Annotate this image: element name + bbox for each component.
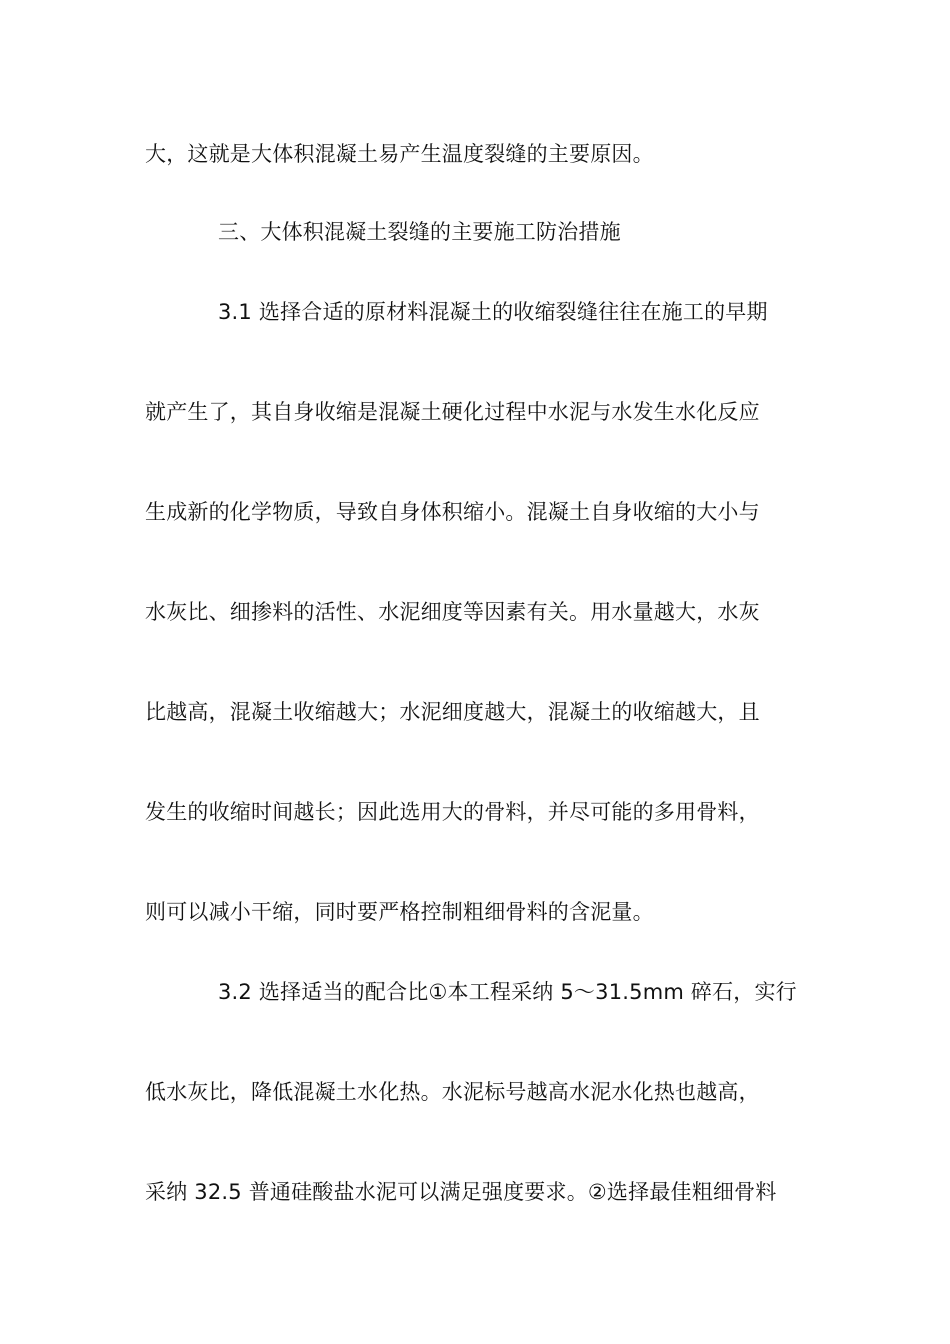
text-line: 就产生了，其自身收缩是混凝土硬化过程中水泥与水发生水化反应 [145,400,760,424]
paragraph-heading-3-2: 3.2 选择适当的配合比①本工程采纳 5～31.5mm 碎石，实行 [218,980,797,1004]
section-heading: 三、大体积混凝土裂缝的主要施工防治措施 [218,220,621,244]
text-line: 低水灰比，降低混凝土水化热。水泥标号越高水泥水化热也越高， [145,1080,760,1104]
text-line: 发生的收缩时间越长；因此选用大的骨料，并尽可能的多用骨料， [145,800,760,824]
text-line: 采纳 32.5 普通硅酸盐水泥可以满足强度要求。②选择最佳粗细骨料 [145,1180,777,1204]
text-line: 水灰比、细掺料的活性、水泥细度等因素有关。用水量越大，水灰 [145,600,760,624]
text-line: 生成新的化学物质，导致自身体积缩小。混凝土自身收缩的大小与 [145,500,760,524]
text-line: 比越高，混凝土收缩越大；水泥细度越大，混凝土的收缩越大，且 [145,700,760,724]
text-line: 大，这就是大体积混凝土易产生温度裂缝的主要原因。 [145,142,654,166]
paragraph-heading-3-1: 3.1 选择合适的原材料混凝土的收缩裂缝往往在施工的早期 [218,300,768,324]
text-line: 则可以减小干缩，同时要严格控制粗细骨料的含泥量。 [145,900,654,924]
